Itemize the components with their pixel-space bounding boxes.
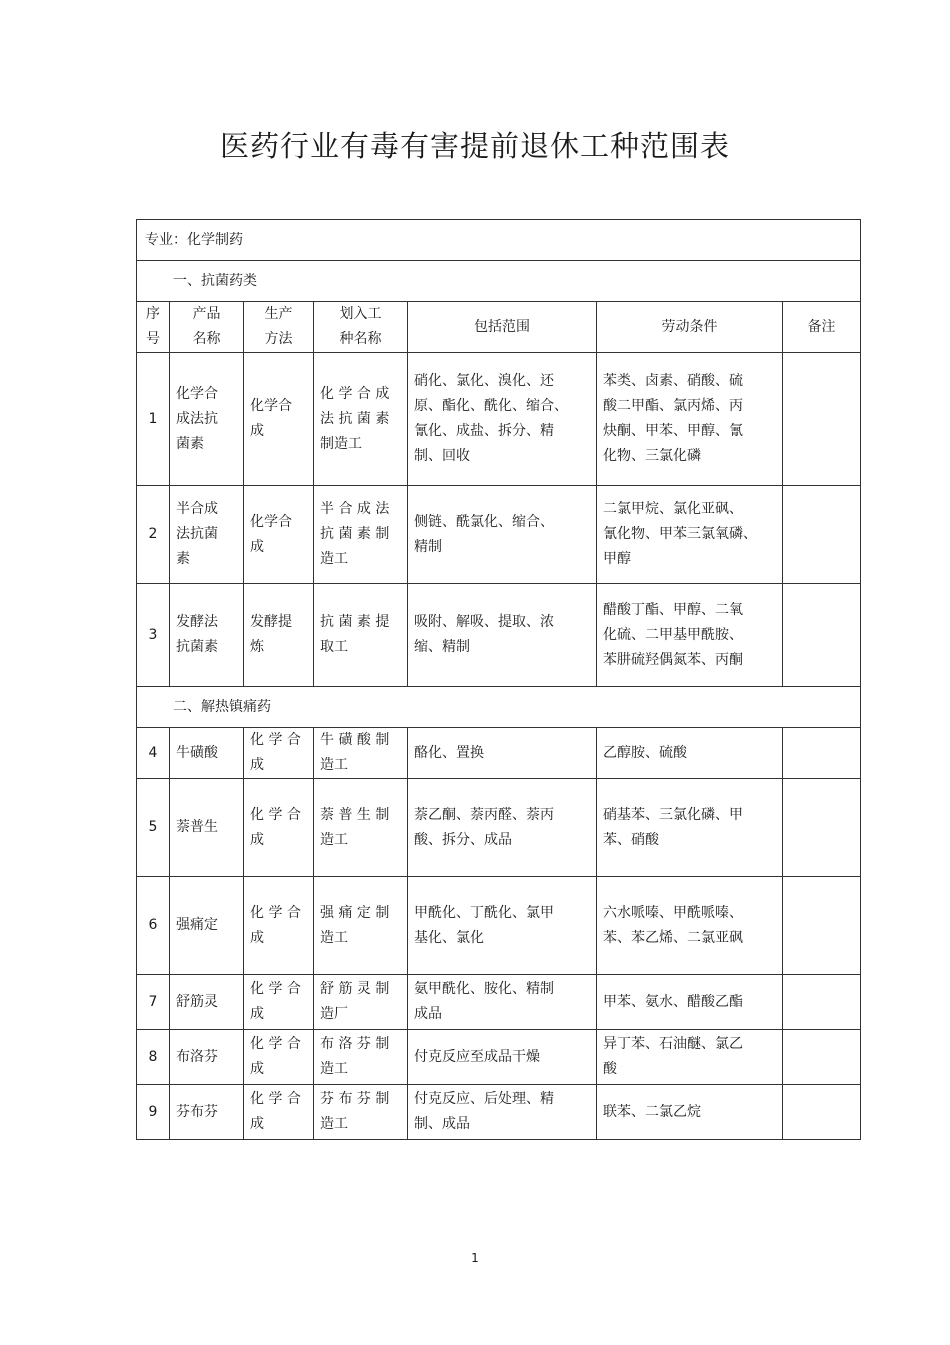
product-name: 布洛芬	[170, 1030, 244, 1085]
header-job: 划入工 种名称	[314, 302, 408, 353]
scope-cell: 氨甲酰化、胺化、精制 成品	[408, 975, 597, 1030]
scope-cell: 付克反应、后处理、精 制、成品	[408, 1085, 597, 1140]
header-product: 产品 名称	[170, 302, 244, 353]
specialty-label: 专业：化学制药	[137, 220, 861, 261]
table-row	[137, 877, 861, 975]
conditions-cell: 乙醇胺、硫酸	[597, 728, 783, 779]
header-notes: 备注	[783, 302, 861, 353]
production-method: 化 学 合 成	[244, 1085, 314, 1140]
job-name: 化 学 合 成 法 抗 菌 素 制造工	[314, 353, 408, 486]
notes-cell	[783, 877, 861, 975]
scope-cell: 甲酰化、丁酰化、氯甲 基化、氯化	[408, 877, 597, 975]
scope-cell: 酪化、置换	[408, 728, 597, 779]
job-name: 布 洛 芬 制 造工	[314, 1030, 408, 1085]
section-title: 一、抗菌药类	[137, 261, 861, 302]
job-name: 萘 普 生 制 造工	[314, 779, 408, 877]
table-row	[137, 975, 861, 1030]
notes-cell	[783, 1030, 861, 1085]
row-number: 4	[137, 728, 170, 779]
row-number: 9	[137, 1085, 170, 1140]
product-name: 发酵法 抗菌素	[170, 584, 244, 687]
notes-cell	[783, 779, 861, 877]
scope-cell: 硝化、氯化、溴化、还 原、酯化、酰化、缩合、 氰化、成盐、拆分、精 制、回收	[408, 353, 597, 486]
scope-cell: 萘乙酮、萘丙醛、萘丙 酸、拆分、成品	[408, 779, 597, 877]
conditions-cell: 异丁苯、石油醚、氯乙 酸	[597, 1030, 783, 1085]
table-row	[137, 353, 861, 486]
scope-cell: 付克反应至成品干燥	[408, 1030, 597, 1085]
job-name: 半 合 成 法 抗 菌 素 制 造工	[314, 486, 408, 584]
scope-cell: 侧链、酰氯化、缩合、 精制	[408, 486, 597, 584]
table-row	[137, 779, 861, 877]
production-method: 化 学 合 成	[244, 877, 314, 975]
product-name: 萘普生	[170, 779, 244, 877]
notes-cell	[783, 486, 861, 584]
row-number: 8	[137, 1030, 170, 1085]
product-name: 化学合 成法抗 菌素	[170, 353, 244, 486]
product-name: 牛磺酸	[170, 728, 244, 779]
scope-cell: 吸附、解吸、提取、浓 缩、精制	[408, 584, 597, 687]
table-row	[137, 486, 861, 584]
job-name: 强 痛 定 制 造工	[314, 877, 408, 975]
conditions-cell: 苯类、卤素、硝酸、硫 酸二甲酯、氯丙烯、丙 炔酮、甲苯、甲醇、氰 化物、三氯化磷	[597, 353, 783, 486]
conditions-cell: 六水哌嗪、甲酰哌嗪、 苯、苯乙烯、二氯亚砜	[597, 877, 783, 975]
row-number: 1	[137, 353, 170, 486]
product-name: 强痛定	[170, 877, 244, 975]
header-method: 生产 方法	[244, 302, 314, 353]
conditions-cell: 醋酸丁酯、甲醇、二氧 化硫、二甲基甲酰胺、 苯肼硫羟偶氮苯、丙酮	[597, 584, 783, 687]
row-number: 7	[137, 975, 170, 1030]
job-name: 芬 布 芬 制 造工	[314, 1085, 408, 1140]
row-number: 5	[137, 779, 170, 877]
row-number: 3	[137, 584, 170, 687]
section-title: 二、解热镇痛药	[137, 687, 861, 728]
conditions-cell: 二氯甲烷、氯化亚砜、 氰化物、甲苯三氯氧磷、 甲醇	[597, 486, 783, 584]
table-row	[137, 1030, 861, 1085]
production-method: 发酵提 炼	[244, 584, 314, 687]
notes-cell	[783, 728, 861, 779]
production-method: 化学合 成	[244, 353, 314, 486]
row-number: 6	[137, 877, 170, 975]
product-name: 舒筋灵	[170, 975, 244, 1030]
job-name: 舒 筋 灵 制 造厂	[314, 975, 408, 1030]
table-row	[137, 1085, 861, 1140]
notes-cell	[783, 975, 861, 1030]
conditions-cell: 联苯、二氯乙烷	[597, 1085, 783, 1140]
production-method: 化 学 合 成	[244, 728, 314, 779]
production-method: 化 学 合 成	[244, 1030, 314, 1085]
job-name: 抗 菌 素 提 取工	[314, 584, 408, 687]
page-number: 1	[471, 1251, 479, 1265]
production-method: 化学合 成	[244, 486, 314, 584]
table-row	[137, 728, 861, 779]
conditions-cell: 硝基苯、三氯化磷、甲 苯、硝酸	[597, 779, 783, 877]
table-row	[137, 584, 861, 687]
product-name: 芬布芬	[170, 1085, 244, 1140]
production-method: 化 学 合 成	[244, 975, 314, 1030]
notes-cell	[783, 353, 861, 486]
job-name: 牛 磺 酸 制 造工	[314, 728, 408, 779]
table-header-row	[137, 302, 861, 353]
job-scope-table	[136, 219, 861, 1140]
row-number: 2	[137, 486, 170, 584]
header-scope: 包括范围	[408, 302, 597, 353]
conditions-cell: 甲苯、氨水、醋酸乙酯	[597, 975, 783, 1030]
notes-cell	[783, 1085, 861, 1140]
header-seq: 序 号	[137, 302, 170, 353]
notes-cell	[783, 584, 861, 687]
production-method: 化 学 合 成	[244, 779, 314, 877]
header-conditions: 劳动条件	[597, 302, 783, 353]
product-name: 半合成 法抗菌 素	[170, 486, 244, 584]
page-title: 医药行业有毒有害提前退休工种范围表	[219, 129, 730, 163]
